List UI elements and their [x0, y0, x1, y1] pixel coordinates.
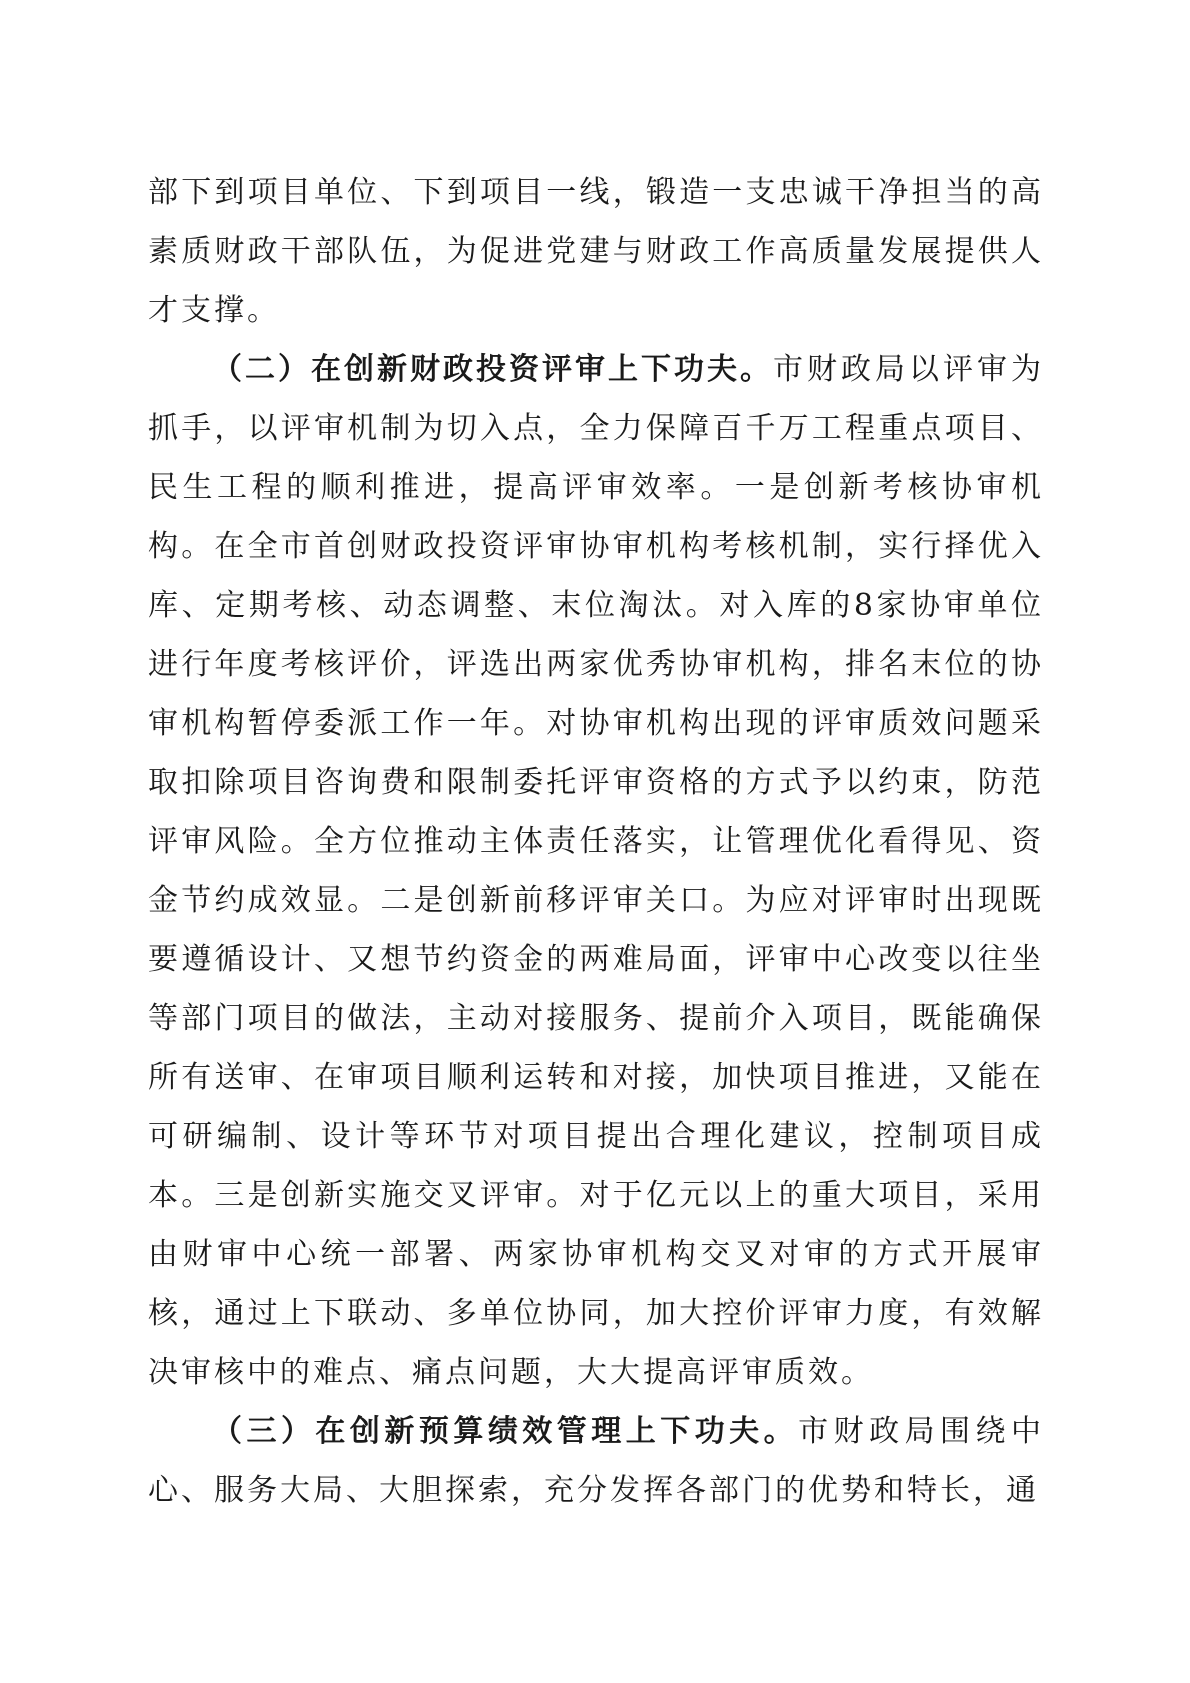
section-heading: （三）在创新预算绩效管理上下功夫。 [212, 1414, 799, 1449]
paragraph-text: 市财政局以评审为抓手，以评审机制为切入点，全力保障百千万工程重点项目、民生工程的顺利推进，提高评审效率。一是创新考核协审机构。在全市首创财政投资评审协审机构考核机制，实行择优入库、定期考核、动态调整、末位淘汰。对入库的8家协审单位进行年度考核评价，评选出两家优秀协审机构，排名末位的协审机构暂停委派工作一年。对协审机构出现的评审质效问题采取扣除项目咨询费和限制委托评审资格的方式予以约束，防范评审风险。全方位推动主体责任落实，让管理优化看得见、资金节约成效显。二是创新前移评审关口。为应对评审时出现既要遵循设计、又想节约资金的两难局面，评审中心改变以往坐等部门项目的做法，主动对接服务、提前介入项目，既能确保所有送审、在审项目顺利运转和对接，加快项目推进，又能在可研编制、设计等环节对项目提出合理化建议，控制项目成本。三是创新实施交叉评审。对于亿元以上的重大项目，采用由财审中心统一部署、两家协审机构交叉对审的方式开展审核，通过上下联动、多单位协同，加大控价评审力度，有效解决审核中的难点、痛点问题，大大提高评审质效。 [148, 352, 1044, 1390]
section-heading: （二）在创新财政投资评审上下功夫。 [212, 352, 773, 387]
paragraph-text: 市财政局围绕中心、服务大局、大胆探索，充分发挥各部门的优势和特长，通 [148, 1414, 1045, 1508]
paragraph-text: 部下到项目单位、下到项目一线，锻造一支忠诚干净担当的高素质财政干部队伍，为促进党建与财政工作高质量发展提供人才支撑。 [148, 175, 1044, 328]
paragraph-continuation [148, 163, 1044, 340]
paragraph-section-3 [148, 1402, 1044, 1520]
document-page [148, 163, 1044, 1520]
paragraph-section-2 [148, 340, 1044, 1402]
